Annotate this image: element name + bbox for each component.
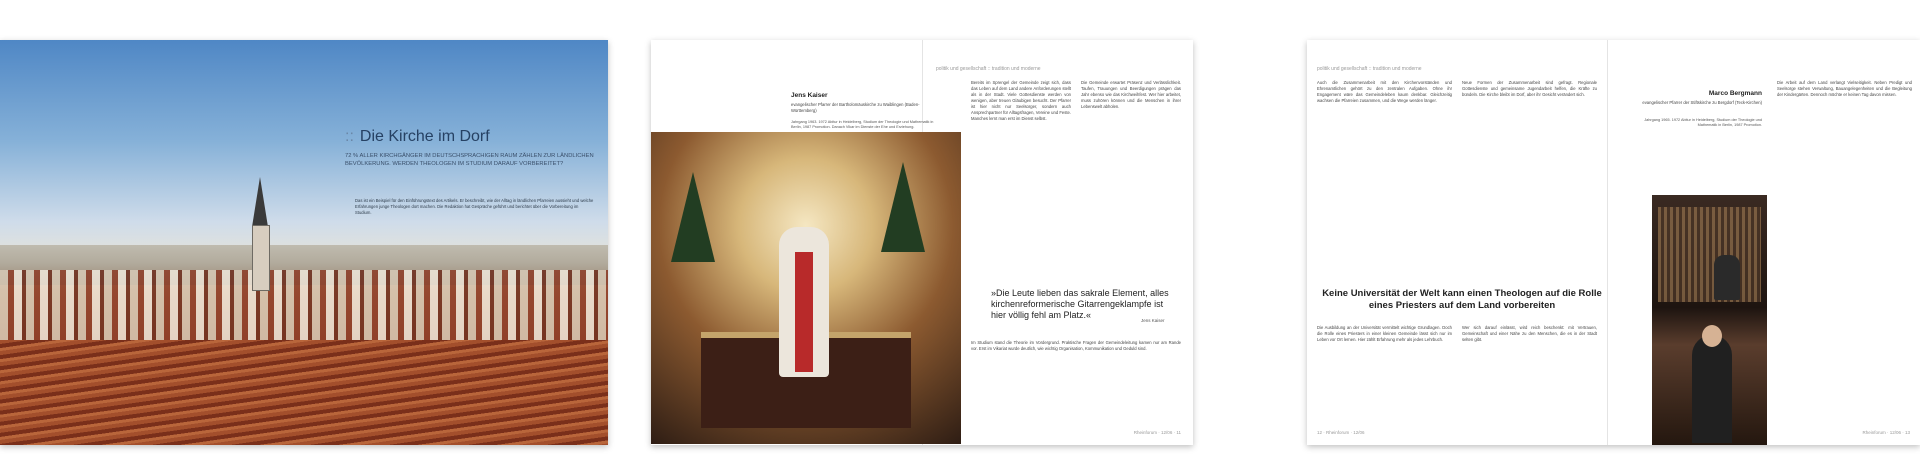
- photo-organist: [1714, 255, 1740, 300]
- text-column: Bereits im Sprengel der Gemeinde zeigt sich, dass das Leben auf dem Land andere Anforderungen stellt als in der Stadt. Viele Gottesdienste werden von wenigen, aber treuen Gläubigen besucht. Der Pfarrer ist hier nicht nur Seelsorger, sondern auch Ansprechpartner für Alltagsfragen, Vereine und Feste. Manches lernt man erst im Dienst selbst.: [971, 80, 1071, 121]
- article-intro: Das ist ein Beispiel für den Einführungstext des Artikels. Er beschreibt, wie der Alltag in ländlichen Pfarreien aussieht und welche Erfahrungen junge Theologen dort machen. Die Redaktion hat Gespräche geführt und berichtet über die Vorbereitung im Studium.: [355, 198, 594, 215]
- page-footer-left: 12 · Rheinforum · 12/06: [1317, 430, 1365, 435]
- photo-organ: [1658, 207, 1761, 302]
- text-column: Auch die Zusammenarbeit mit den Kirchenvorständen und Ehrenamtlichen gehört zu den zentralen Aufgaben. Ohne ihr Engagement wäre das Gemeindeleben kaum denkbar. Gleichzeitig wachsen die Pfarreien zusammen, und die Wege werden länger.: [1317, 80, 1452, 103]
- text-column: Im Studium stand die Theorie im Vordergrund. Praktische Fragen der Gemeindeleitung kamen nur am Rande vor. Erst im Vikariat wurde deutlich, wie wichtig Organisation, Kommunikation und Geduld sind.: [971, 340, 1181, 351]
- title-text: Die Kirche im Dorf: [359, 128, 490, 145]
- caption-bio: Jahrgang 1963. 1972 Abitur in Heidelberg, Studium der Theologie und Mathematik in Berlin, 1987 Promotion. Danach Vikar im Dienste der Ehe und Erziehung.: [791, 120, 934, 129]
- caption-name: Marco Bergmann: [1708, 90, 1762, 97]
- section-heading: Keine Universität der Welt kann einen Theologen auf die Rolle eines Priesters auf dem Land vorbereiten: [1322, 288, 1602, 311]
- photo-pastor: [1692, 335, 1732, 443]
- church-tower-icon: [248, 177, 272, 287]
- caption-bio: Jahrgang 1965. 1972 Abitur in Heidelberg, Studium der Theologie und Mathematik in Berlin, 1987 Promotion.: [1644, 118, 1762, 127]
- photo-village: [0, 270, 608, 350]
- article-subtitle: 72 % ALLER KIRCHGÄNGER IM DEUTSCHSPRACHIGEN RAUM ZÄHLEN ZUR LÄNDLICHEN BEVÖLKERUNG. WERDEN THEOLOGEN IM STUDIUM DARAUF VORBEREITET?: [345, 153, 594, 167]
- text-column: Wer sich darauf einlässt, wird reich beschenkt: mit Vertrauen, Gemeinschaft und einer Nähe zu den Menschen, die es in der Stadt selten gibt.: [1462, 325, 1597, 342]
- text-column: Die Gemeinde erwartet Präsenz und Verlässlichkeit. Taufen, Trauungen und Beerdigungen prägen das Jahr ebenso wie das Kirchweihfest. Wer hier arbeitet, muss zuhören können und die Menschen in ihrer Lebenswelt abholen.: [1081, 80, 1181, 109]
- page-footer-right: Rheinforum · 12/06 · 13: [1862, 430, 1910, 435]
- caption-name: Jens Kaiser: [791, 92, 828, 99]
- spread-1: [0, 40, 608, 445]
- landscape-photo: [0, 40, 608, 445]
- text-column: Die Ausbildung an der Universität vermittelt wichtige Grundlagen. Doch die Rolle eines Priesters in einer kleinen Gemeinde lässt sich nur im Leben vor Ort lernen. Hier zählt Erfahrung mehr als jedes Lehrbuch.: [1317, 325, 1452, 342]
- photo-tree: [881, 162, 925, 252]
- photo-stole: [795, 252, 813, 372]
- spread-2: [651, 40, 1193, 445]
- text-column: Die Arbeit auf dem Land verlangt Vielseitigkeit. Neben Predigt und Seelsorge stehen Verwaltung, Bauangelegenheiten und die Begleitung der Kindergärten. Dennoch möchte er keinen Tag davon missen.: [1777, 80, 1912, 97]
- text-column: Neue Formen der Zusammenarbeit sind gefragt. Regionale Gottesdienste und gemeinsame Jugendarbeit helfen, die Kräfte zu bündeln. Die Kirche bleibt im Dorf, aber ihr Gesicht verändert sich.: [1462, 80, 1597, 97]
- running-head: politik und gesellschaft :: tradition und moderne: [936, 66, 1041, 72]
- caption-role: evangelischer Pfarrer der Stiftskirche zu Bergdorf (Teck-Kirchen): [1642, 100, 1762, 105]
- priest-photo: [651, 132, 961, 444]
- caption-role: evangelischer Pfarrer der Bartholomäuskirche zu Waiblingen (Baden-Württemberg): [791, 102, 920, 113]
- photo-vineyard: [0, 340, 608, 445]
- pull-quote-source: Jens Kaiser: [1141, 318, 1165, 323]
- photo-tree: [671, 172, 715, 262]
- gutter-line: [1607, 40, 1608, 445]
- running-head: politik und gesellschaft :: tradition und moderne: [1317, 66, 1422, 72]
- pull-quote: »Die Leute lieben das sakrale Element, alles kirchenreformerische Gitarrengeklampfe ist hier völlig fehl am Platz.«: [991, 288, 1169, 320]
- article-title: [345, 128, 490, 146]
- title-marker: ::: [345, 128, 354, 145]
- pastor-photo: [1652, 195, 1767, 445]
- spread-3: [1307, 40, 1920, 445]
- page-footer: Rheinforum · 12/06 · 11: [1133, 430, 1181, 435]
- photo-face: [1702, 325, 1722, 347]
